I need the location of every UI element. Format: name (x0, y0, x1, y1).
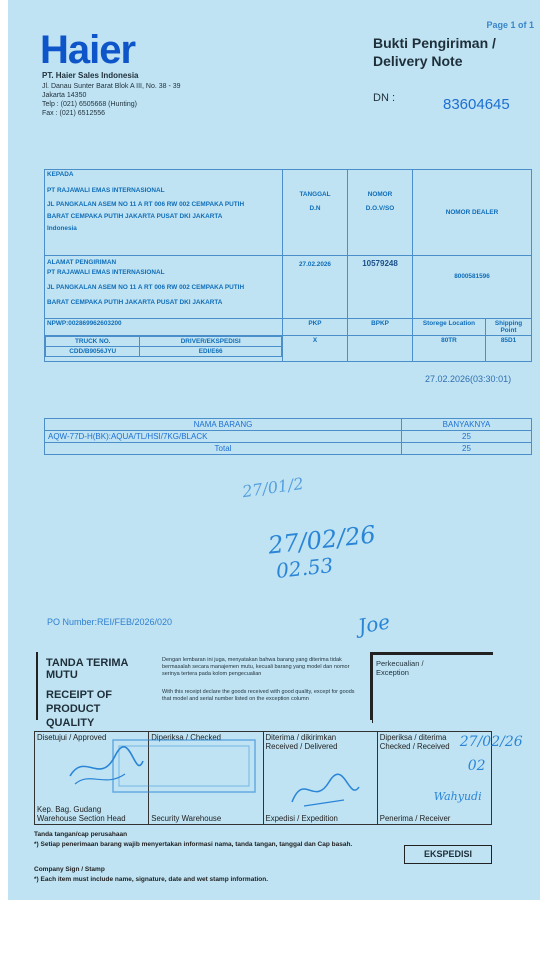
storage-value: 80TR (413, 336, 486, 362)
dn-label: DN : (373, 92, 395, 104)
sign-bottom-2: Warehouse Section Head (37, 814, 126, 823)
alamat-label: ALAMAT PENGIRIMAN (47, 259, 117, 266)
items-table (44, 418, 532, 455)
nomor-value-cell (348, 256, 413, 319)
nomor-value: 10579248 (362, 259, 398, 268)
sign-top-label: Diterima / dikirimkan (265, 733, 337, 742)
col-nama-barang: NAMA BARANG (45, 419, 402, 431)
sign-cell-checked (149, 732, 263, 825)
title-line-en: Delivery Note (373, 53, 463, 69)
kepada-label: KEPADA (47, 171, 74, 178)
handwritten-date: 27/02/26 (266, 520, 377, 560)
dn-number: 83604645 (443, 96, 510, 113)
page-number: Page 1 of 1 (486, 20, 534, 30)
signature-table (34, 731, 523, 825)
signature-scribble (284, 762, 364, 812)
nomor-label: NOMOR (367, 191, 393, 198)
ekspedisi-box: EKSPEDISI (404, 845, 492, 864)
dealer-cell (413, 170, 532, 256)
pkp-value: X (283, 336, 348, 362)
shipping-label: Shipping Point (486, 319, 532, 336)
exception-line-2: Exception (376, 668, 409, 677)
sign-bottom-label (380, 814, 451, 823)
po-number: PO Number:REI/FEB/2026/020 (47, 617, 173, 627)
sign-bottom-2: Expedisi / Expedition (265, 814, 338, 823)
address-line: Jakarta 14350 (42, 92, 87, 99)
dealer-value-cell (413, 256, 532, 319)
tanggal-sub: D.N (309, 205, 321, 212)
receipt-box (36, 652, 368, 729)
footnote-2-title: Company Sign / Stamp (34, 866, 105, 873)
receiver-handwritten-name: Wahyudi (433, 790, 482, 803)
recipient-address-1: JL PANGKALAN ASEM NO 11 A RT 006 RW 002 CEMPAKA PUTIH (47, 201, 245, 208)
total-qty: 25 (402, 443, 532, 455)
dealer-label: NOMOR DEALER (445, 209, 499, 216)
sign-top-label-2: Received / Delivered (265, 742, 338, 751)
truck-value: CDD/B9056JYU (46, 347, 140, 357)
receipt-title-2: QUALITY (46, 717, 95, 729)
sign-top-label: Diperiksa / Checked (151, 733, 222, 742)
bpkp-label: BPKP (348, 319, 413, 336)
recipient-address-2: BARAT CEMPAKA PUTIH JAKARTA PUSAT DKI JAKARTA (47, 213, 223, 220)
sign-bottom-2: Security Warehouse (151, 814, 222, 823)
sign-bottom-1: Kep. Bag. Gudang (37, 805, 102, 814)
receipt-title-1: RECEIPT OF PRODUCT (46, 689, 113, 715)
title-line-id: Bukti Pengiriman / (373, 35, 496, 51)
shipping-value: 85D1 (486, 336, 532, 362)
nomor-cell (348, 170, 413, 256)
exception-label (376, 659, 424, 677)
company-name: PT. Haier Sales Indonesia (42, 71, 139, 80)
exception-box (372, 652, 493, 723)
sign-top-label: Disetujui / Approved (37, 733, 107, 742)
storage-label: Storege Location (413, 319, 486, 336)
receiver-handwritten-time: 02 (467, 758, 486, 774)
item-name: AQW-77D-H(BK):AQUA/TL/HSI/7KG/BLACK (45, 431, 402, 443)
handwritten-date-faint: 27/01/2 (240, 473, 305, 502)
sign-bottom-label (151, 814, 221, 823)
ship-address-2: BARAT CEMPAKA PUTIH JAKARTA PUSAT DKI JAKARTA (47, 299, 223, 306)
exception-line-1: Perkecualian / (376, 659, 424, 668)
recipient-country: Indonesia (47, 225, 77, 232)
address-line: Jl. Danau Sunter Barat Blok A III, No. 38 - 39 (42, 83, 181, 90)
footnote-2-text: *) Each item must include name, signature, date and wet stamp information. (34, 876, 269, 883)
tanda-terima-title: TANDA TERIMA MUTU (46, 657, 129, 681)
driver-label: DRIVER/EKSPEDISI (140, 337, 282, 347)
tanda-terima-text: Dengan lembaran ini juga, menyatakan bahwa barang yang diterima tidak bermasalah secara manajemen mutu, kecuali barang yang model dan nomor serinya tertera pada kolom pengecualian (162, 657, 350, 677)
date-value: 27.02.2026 (299, 261, 331, 268)
dealer-value: 8000581596 (454, 273, 490, 280)
company-address (42, 82, 242, 118)
recipient-cell (45, 170, 283, 256)
date-value-cell (283, 256, 348, 319)
nomor-sub: D.O.V/SO (365, 205, 395, 212)
ship-name: PT RAJAWALI EMAS INTERNASIONAL (47, 269, 165, 276)
document-title (373, 34, 533, 70)
driver-value: EDI/E66 (140, 347, 282, 357)
total-label: Total (45, 443, 402, 455)
truck-label: TRUCK NO. (46, 337, 140, 347)
footnote-1-title: Tanda tangan/cap perusahaan (34, 831, 128, 838)
sign-top-label: Diperiksa / diterima (379, 733, 447, 742)
sign-bottom-label (266, 814, 338, 823)
receipt-text: With this receipt declare the goods received with good quality, except for goods that model and serial number listed on the exception column (162, 689, 355, 702)
sign-bottom-2: Penerima / Receiver (379, 814, 451, 823)
sign-cell-delivered (263, 732, 377, 825)
pkp-label: PKP (283, 319, 348, 336)
recipient-table (44, 169, 532, 362)
truck-driver-cell (45, 336, 283, 362)
ship-address-1: JL PANGKALAN ASEM NO 11 A RT 006 RW 002 CEMPAKA PUTIH (47, 284, 245, 291)
truck-driver-table (45, 336, 282, 357)
handwritten-signature: Joe (356, 609, 392, 639)
sign-bottom-label (37, 805, 126, 823)
footnote-1-text: *) Setiap penerimaan barang wajib menyertakan informasi nama, tanda tangan, tanggal dan Cap basah. (34, 841, 353, 848)
receipt-title (46, 688, 166, 730)
item-qty: 25 (402, 431, 532, 443)
fax-line: Fax : (021) 6512556 (42, 110, 106, 117)
shipping-address-cell (45, 256, 283, 319)
phone-line: Telp : (021) 6505668 (Hunting) (42, 101, 137, 108)
col-banyaknya: BANYAKNYA (402, 419, 532, 431)
bpkp-value (348, 336, 413, 362)
tanggal-cell (283, 170, 348, 256)
npwp-cell: NPWP:002869962603200 (45, 319, 283, 336)
recipient-name: PT RAJAWALI EMAS INTERNASIONAL (47, 187, 165, 194)
handwritten-time: 02.53 (274, 553, 335, 583)
receiver-handwritten-date: 27/02/26 (459, 734, 523, 750)
sign-top-label-2: Checked / Received (379, 742, 450, 751)
haier-logo: Haier (40, 28, 136, 72)
tanggal-label: TANGGAL (299, 191, 331, 198)
print-timestamp: 27.02.2026(03:30:01) (425, 374, 512, 384)
sign-cell-received (377, 732, 523, 825)
stamp-icon (109, 736, 259, 796)
